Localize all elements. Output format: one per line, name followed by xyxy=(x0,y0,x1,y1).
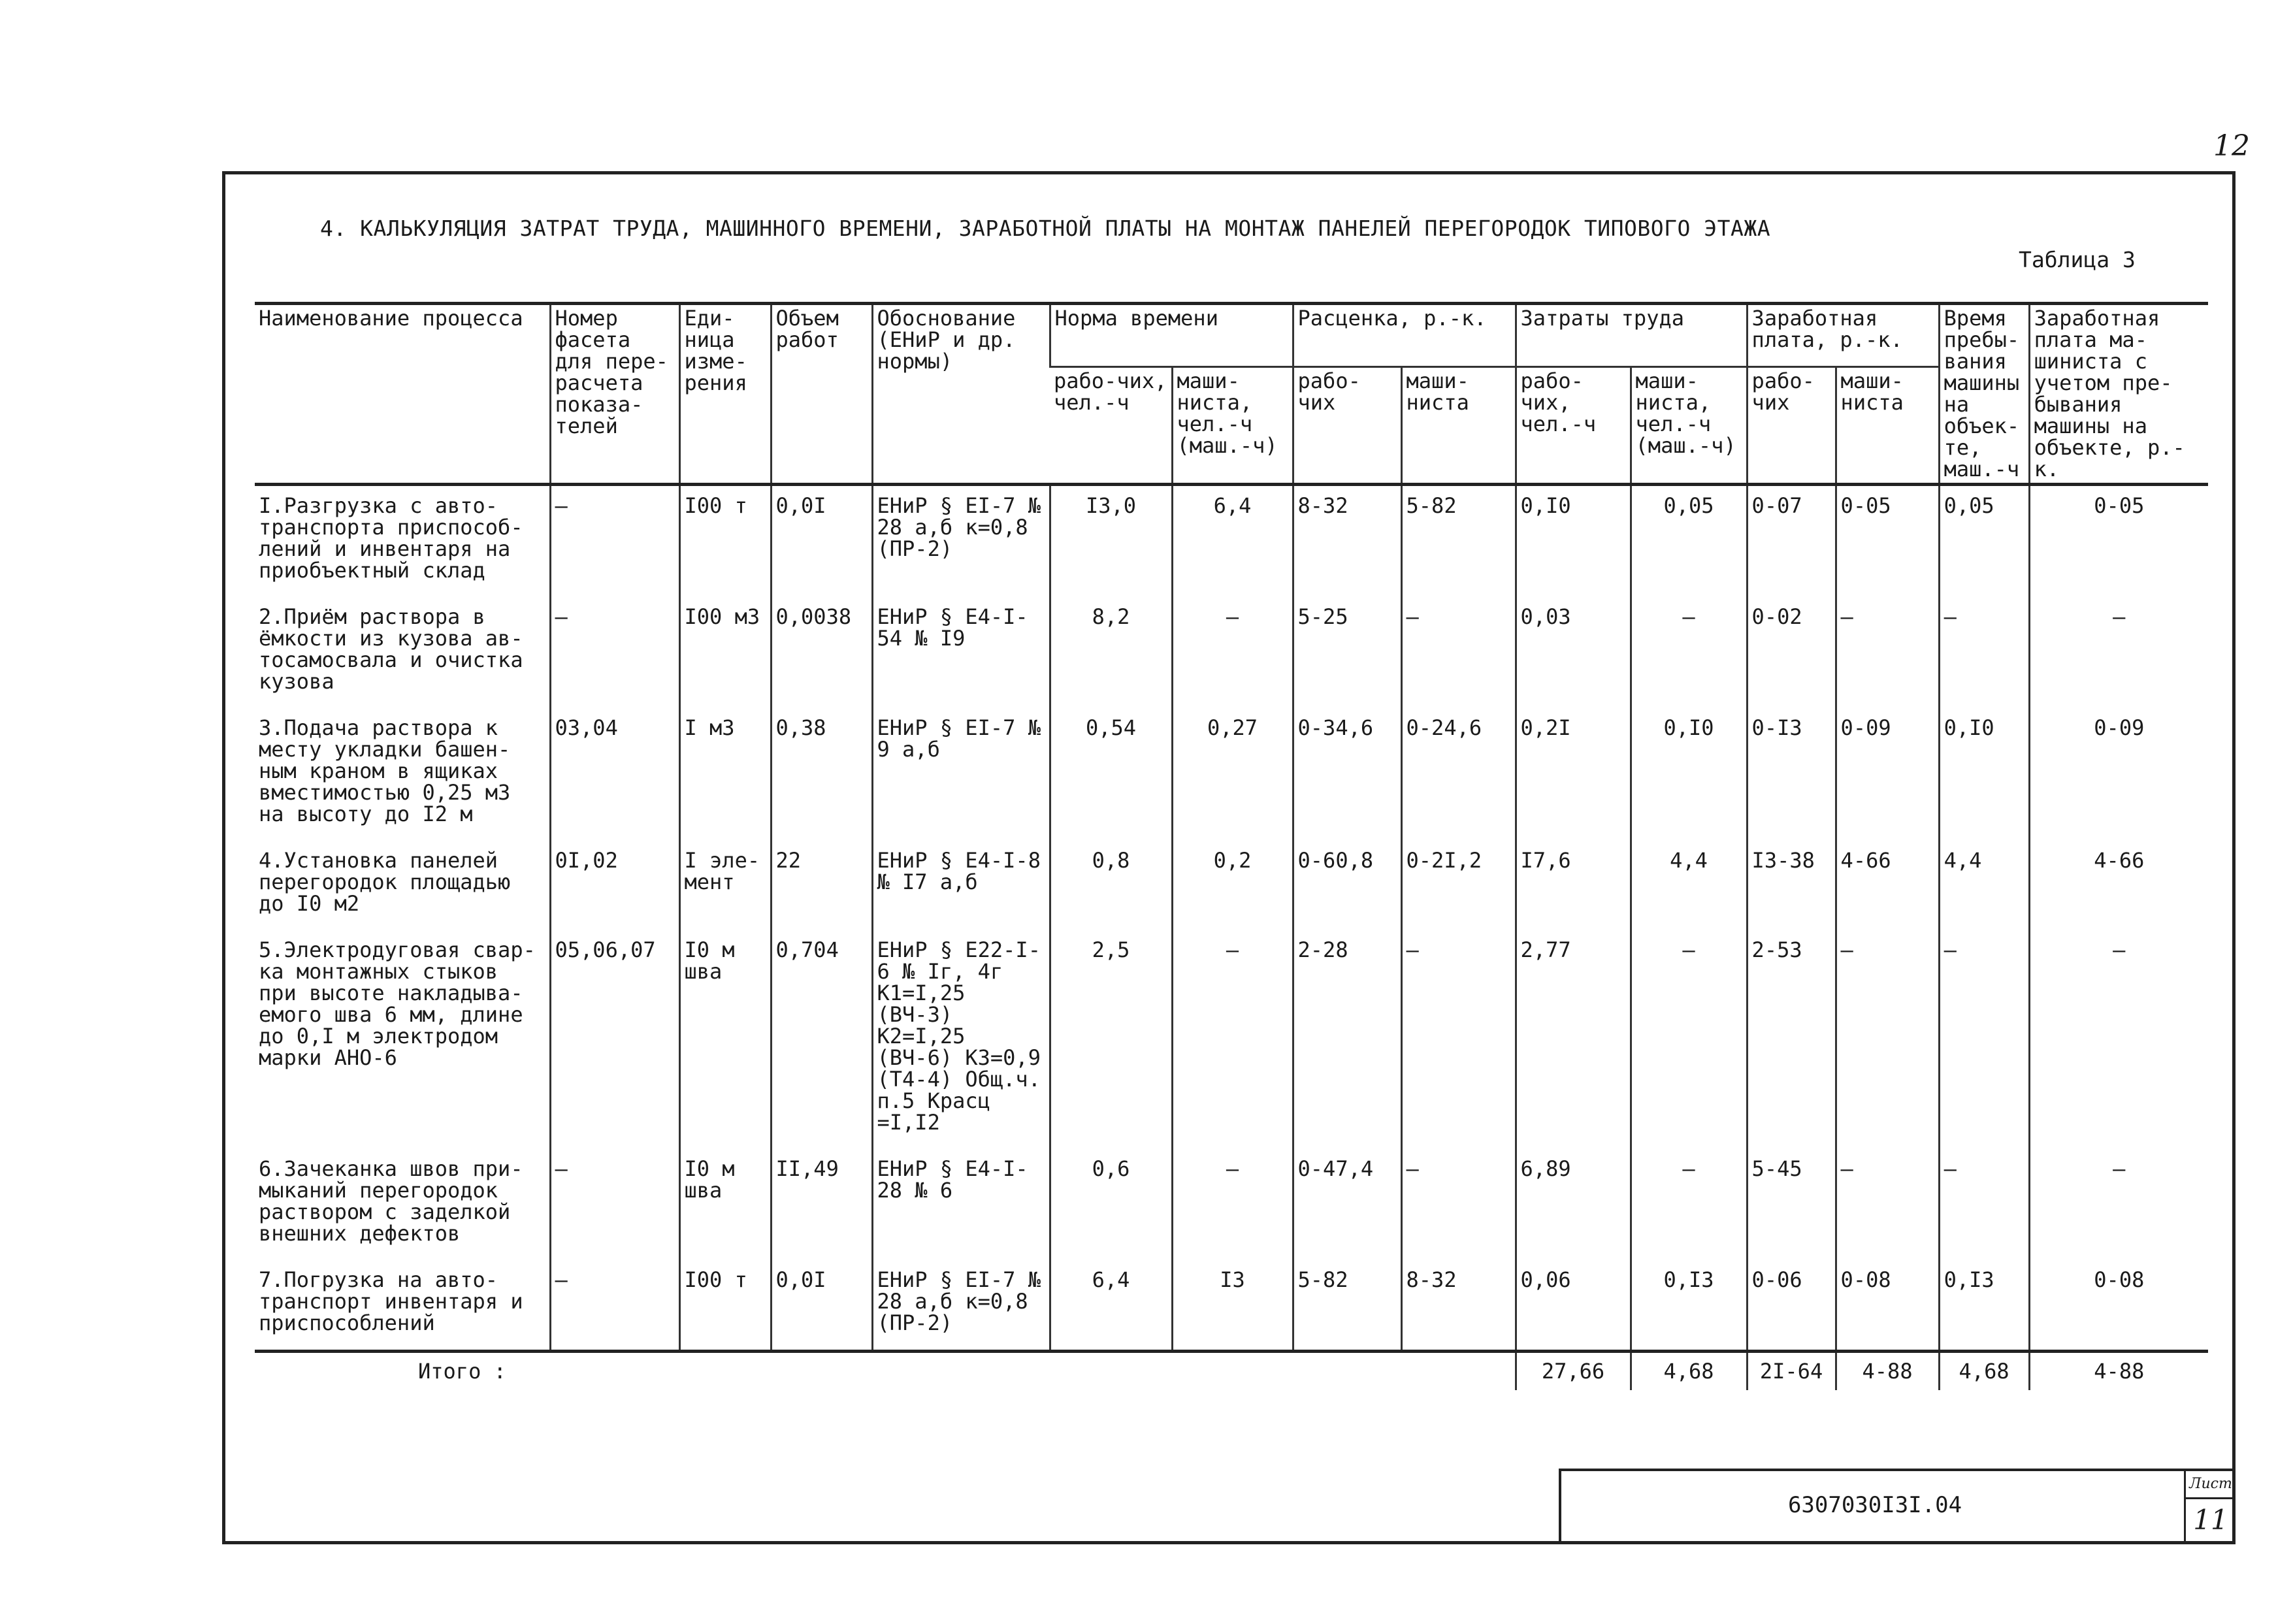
cell-rate-workers: 5-82 xyxy=(1293,1260,1401,1352)
cell-process-name: 4.Установка панелей перегородок площадью до I0 м2 xyxy=(259,848,511,916)
cell-rate-machinist: 5-82 xyxy=(1401,485,1516,598)
total-wage-machinist: 4-88 xyxy=(1836,1352,1939,1391)
calculation-table xyxy=(255,302,2208,1390)
cell-labor-machinist: – xyxy=(1631,930,1747,1149)
cell-process-name: 3.Подача раствора к месту укладки башен-ным краном в ящиках вместимостью 0,25 м3 на высоту до I2 м xyxy=(259,715,511,826)
cell-wage-machinist: 0-09 xyxy=(1836,708,1939,841)
cell-rate-machinist: – xyxy=(1401,1149,1516,1260)
cell-machinist-wage: – xyxy=(2029,1149,2208,1260)
sheet-label: Лист xyxy=(2186,1471,2236,1499)
cell-labor-machinist: 0,05 xyxy=(1631,485,1747,598)
table-body xyxy=(255,485,2208,1352)
cell-labor-workers: 0,06 xyxy=(1516,1260,1631,1352)
table-row xyxy=(255,485,2208,598)
table-row xyxy=(255,1149,2208,1260)
cell-facet-number: 03,04 xyxy=(550,708,679,841)
cell-basis: ЕНиР § Е4-I-28 № 6 xyxy=(872,1149,1050,1260)
header-time-norm-machinist: маши-ниста, чел.-ч (маш.-ч) xyxy=(1172,367,1293,485)
header-rate: Расценка, р.-к. xyxy=(1293,304,1516,367)
cell-wage-workers: 5-45 xyxy=(1747,1149,1836,1260)
cell-time-norm-workers: 8,2 xyxy=(1050,597,1172,708)
cell-unit: I0 м шва xyxy=(679,1149,771,1260)
header-time-norm-workers: рабо-чих, чел.-ч xyxy=(1050,367,1172,485)
table-row xyxy=(255,708,2208,841)
cell-wage-machinist: 4-66 xyxy=(1836,841,1939,930)
cell-machine-time: – xyxy=(1939,930,2029,1149)
header-wage-workers: рабо-чих xyxy=(1747,367,1836,485)
cell-machinist-wage: 0-08 xyxy=(2029,1260,2208,1352)
cell-time-norm-machinist: – xyxy=(1172,1149,1293,1260)
cell-machinist-wage: 4-66 xyxy=(2029,841,2208,930)
header-labor: Затраты труда xyxy=(1516,304,1747,367)
cell-machinist-wage: – xyxy=(2029,597,2208,708)
header-machinist-wage: Заработная плата ма-шиниста с учетом пре-бывания машины на объекте, р.-к. xyxy=(2029,304,2208,485)
total-machinist-wage: 4-88 xyxy=(2029,1352,2208,1391)
cell-labor-workers: 0,I0 xyxy=(1516,485,1631,598)
document-code: 6307030I3I.04 xyxy=(1787,1492,1962,1518)
cell-wage-workers: 2-53 xyxy=(1747,930,1836,1149)
title-block-stamp xyxy=(1559,1469,2236,1544)
cell-volume: II,49 xyxy=(771,1149,872,1260)
total-label: Итого : xyxy=(418,1359,506,1384)
cell-labor-machinist: – xyxy=(1631,597,1747,708)
cell-rate-workers: 8-32 xyxy=(1293,485,1401,598)
cell-unit: I м3 xyxy=(679,708,771,841)
cell-unit: I0 м шва xyxy=(679,930,771,1149)
header-basis: Обоснование (ЕНиР и др. нормы) xyxy=(872,304,1050,485)
cell-labor-machinist: 0,I3 xyxy=(1631,1260,1747,1352)
total-wage-workers: 2I-64 xyxy=(1747,1352,1836,1391)
document-title: 4. КАЛЬКУЛЯЦИЯ ЗАТРАТ ТРУДА, МАШИННОГО ВРЕМЕНИ, ЗАРАБОТНОЙ ПЛАТЫ НА МОНТАЖ ПАНЕЛЕЙ ПЕРЕГОРОДОК ТИПОВОГО ЭТАЖА xyxy=(320,216,1771,241)
cell-machinist-wage: – xyxy=(2029,930,2208,1149)
cell-machinist-wage: 0-09 xyxy=(2029,708,2208,841)
page-number: 12 xyxy=(2213,129,2250,163)
cell-machine-time: 0,I0 xyxy=(1939,708,2029,841)
cell-rate-machinist: 8-32 xyxy=(1401,1260,1516,1352)
cell-wage-workers: 0-06 xyxy=(1747,1260,1836,1352)
header-volume: Объем работ xyxy=(771,304,872,485)
cell-labor-workers: 6,89 xyxy=(1516,1149,1631,1260)
cell-facet-number: – xyxy=(550,485,679,598)
cell-process-name: 5.Электродуговая свар-ка монтажных стыков при высоте накладыва-емого шва 6 мм, длине до 0,I м электродом марки АНО-6 xyxy=(259,937,536,1070)
header-labor-workers: рабо-чих, чел.-ч xyxy=(1516,367,1631,485)
cell-volume: 0,704 xyxy=(771,930,872,1149)
cell-labor-workers: 0,03 xyxy=(1516,597,1631,708)
cell-facet-number: 05,06,07 xyxy=(550,930,679,1149)
table-label: Таблица 3 xyxy=(2019,247,2136,272)
cell-time-norm-machinist: – xyxy=(1172,930,1293,1149)
cell-rate-workers: 0-60,8 xyxy=(1293,841,1401,930)
cell-wage-workers: 0-02 xyxy=(1747,597,1836,708)
cell-wage-machinist: 0-05 xyxy=(1836,485,1939,598)
cell-wage-workers: I3-38 xyxy=(1747,841,1836,930)
total-machine-time: 4,68 xyxy=(1939,1352,2029,1391)
table-row xyxy=(255,841,2208,930)
cell-rate-workers: 2-28 xyxy=(1293,930,1401,1149)
cell-rate-machinist: 0-2I,2 xyxy=(1401,841,1516,930)
header-wage: Заработная плата, р.-к. xyxy=(1747,304,1939,367)
cell-machinist-wage: 0-05 xyxy=(2029,485,2208,598)
cell-process-name: 7.Погрузка на авто-транспорт инвентаря и приспособлений xyxy=(255,1260,550,1352)
cell-basis: ЕНиР § EI-7 № 28 а,б к=0,8 (ПР-2) xyxy=(872,1260,1050,1352)
cell-wage-machinist: – xyxy=(1836,597,1939,708)
table-row xyxy=(255,597,2208,708)
cell-machine-time: – xyxy=(1939,1149,2029,1260)
cell-volume: 22 xyxy=(771,841,872,930)
header-time-norm: Норма времени xyxy=(1050,304,1293,367)
sheet-number: 11 xyxy=(2193,1504,2228,1536)
cell-time-norm-workers: 0,54 xyxy=(1050,708,1172,841)
cell-time-norm-machinist: 0,27 xyxy=(1172,708,1293,841)
cell-basis: ЕНиР § Е4-I-54 № I9 xyxy=(872,597,1050,708)
cell-volume: 0,0I xyxy=(771,1260,872,1352)
cell-time-norm-machinist: – xyxy=(1172,597,1293,708)
cell-volume: 0,0038 xyxy=(771,597,872,708)
cell-basis: ЕНиР § Е4-I-8 № I7 а,б xyxy=(872,841,1050,930)
cell-rate-workers: 5-25 xyxy=(1293,597,1401,708)
cell-process-name: 6.Зачеканка швов при-мыканий перегородок раствором с заделкой внешних дефектов xyxy=(259,1156,523,1246)
header-row-main xyxy=(255,304,2208,367)
cell-time-norm-workers: 0,8 xyxy=(1050,841,1172,930)
header-machine-time: Время пребы-вания машины на объек-те, маш.-ч xyxy=(1939,304,2029,485)
cell-machine-time: 4,4 xyxy=(1939,841,2029,930)
cell-rate-machinist: – xyxy=(1401,597,1516,708)
header-rate-machinist: маши-ниста xyxy=(1401,367,1516,485)
cell-wage-machinist: 0-08 xyxy=(1836,1260,1939,1352)
cell-basis: ЕНиР § EI-7 № 28 а,б к=0,8 (ПР-2) xyxy=(872,485,1050,598)
cell-time-norm-machinist: I3 xyxy=(1172,1260,1293,1352)
cell-wage-workers: 0-I3 xyxy=(1747,708,1836,841)
cell-rate-workers: 0-47,4 xyxy=(1293,1149,1401,1260)
header-process: Наименование процесса xyxy=(255,304,550,485)
cell-process-name: 2.Приём раствора в ёмкости из кузова ав-тосамосвала и очистка кузова xyxy=(259,604,523,694)
cell-labor-machinist: – xyxy=(1631,1149,1747,1260)
cell-facet-number: – xyxy=(550,1149,679,1260)
table-row xyxy=(255,1260,2208,1352)
cell-time-norm-workers: I3,0 xyxy=(1050,485,1172,598)
cell-time-norm-workers: 2,5 xyxy=(1050,930,1172,1149)
cell-unit: I00 т xyxy=(679,1260,771,1352)
cell-machine-time: 0,I3 xyxy=(1939,1260,2029,1352)
cell-rate-machinist: 0-24,6 xyxy=(1401,708,1516,841)
total-labor-workers: 27,66 xyxy=(1516,1352,1631,1391)
cell-machine-time: – xyxy=(1939,597,2029,708)
cell-machine-time: 0,05 xyxy=(1939,485,2029,598)
cell-labor-machinist: 0,I0 xyxy=(1631,708,1747,841)
cell-rate-machinist: – xyxy=(1401,930,1516,1149)
header-wage-machinist: маши-ниста xyxy=(1836,367,1939,485)
cell-basis: ЕНиР § Е22-I-6 № Iг, 4г K1=I,25 (ВЧ-3) K2=I,25 (ВЧ-6) K3=0,9 (Т4-4) Общ.ч. п.5 Красц =I,I2 xyxy=(872,930,1050,1149)
cell-labor-workers: 2,77 xyxy=(1516,930,1631,1149)
cell-wage-machinist: – xyxy=(1836,1149,1939,1260)
header-labor-machinist: маши-ниста, чел.-ч (маш.-ч) xyxy=(1631,367,1747,485)
cell-labor-workers: 0,2I xyxy=(1516,708,1631,841)
header-rate-workers: рабо-чих xyxy=(1293,367,1401,485)
cell-unit: I00 м3 xyxy=(679,597,771,708)
cell-wage-workers: 0-07 xyxy=(1747,485,1836,598)
cell-volume: 0,0I xyxy=(771,485,872,598)
cell-facet-number: 0I,02 xyxy=(550,841,679,930)
cell-time-norm-machinist: 0,2 xyxy=(1172,841,1293,930)
sheet-box xyxy=(2184,1471,2236,1544)
cell-time-norm-workers: 0,6 xyxy=(1050,1149,1172,1260)
cell-wage-machinist: – xyxy=(1836,930,1939,1149)
cell-rate-workers: 0-34,6 xyxy=(1293,708,1401,841)
cell-facet-number: – xyxy=(550,597,679,708)
cell-process-name: I.Разгрузка с авто-транспорта приспособ-лений и инвентаря на приобъектный склад xyxy=(259,493,523,583)
total-row xyxy=(255,1352,2208,1391)
cell-time-norm-machinist: 6,4 xyxy=(1172,485,1293,598)
cell-time-norm-workers: 6,4 xyxy=(1050,1260,1172,1352)
cell-unit: I00 т xyxy=(679,485,771,598)
total-labor-machinist: 4,68 xyxy=(1631,1352,1747,1391)
cell-labor-machinist: 4,4 xyxy=(1631,841,1747,930)
header-facet: Номер фасета для пере-расчета показа-телей xyxy=(550,304,679,485)
cell-basis: ЕНиР § EI-7 № 9 а,б xyxy=(872,708,1050,841)
header-unit: Еди-ница изме-рения xyxy=(679,304,771,485)
cell-labor-workers: I7,6 xyxy=(1516,841,1631,930)
cell-facet-number: – xyxy=(550,1260,679,1352)
table-row xyxy=(255,930,2208,1149)
cell-unit: I эле-мент xyxy=(679,841,771,930)
cell-volume: 0,38 xyxy=(771,708,872,841)
